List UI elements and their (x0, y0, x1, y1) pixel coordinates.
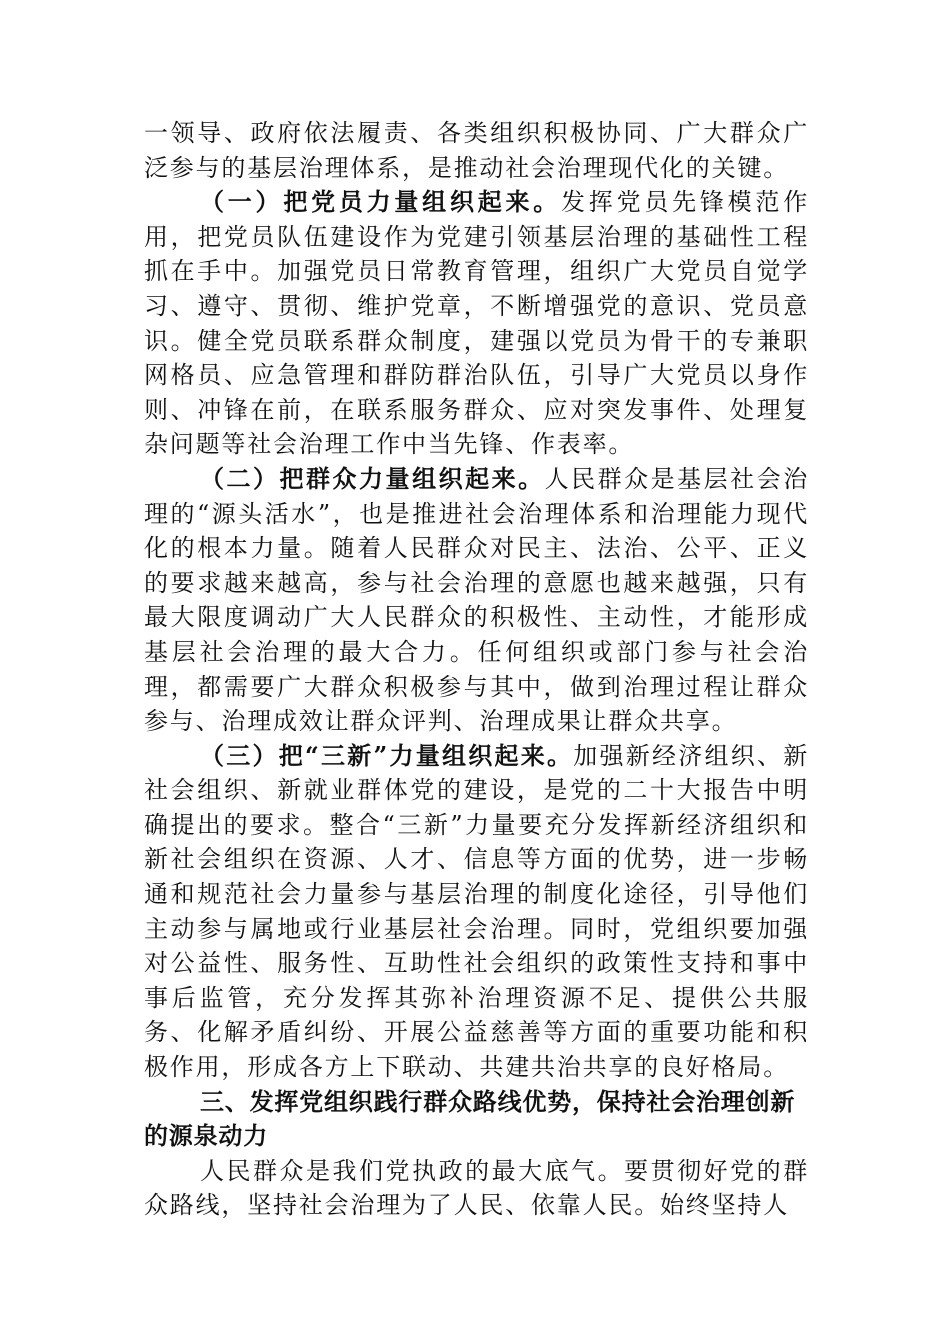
paragraph-text: 人民群众是基层社会治理的“源头活水”，也是推进社会治理体系和治理能力现代化的根本力量。随着人民群众对民主、法治、公平、正义的要求越来越高，参与社会治理的意愿也越来越强，只有最大限度调动广大人民群众的积极性、主动性，才能形成基层社会治理的最大合力。任何组织或部门参与社会治理，都需要广大群众积极参与其中，做到治理过程让群众参与、治理成效让群众评判、治理成果让群众共享。 (144, 464, 810, 736)
paragraph-lead: （三）把“三新”力量组织起来。 (200, 740, 574, 770)
paragraph-section-intro (144, 1154, 809, 1223)
paragraph-party-members (144, 185, 809, 462)
paragraph-masses (144, 462, 809, 739)
paragraph-text: 加强新经济组织、新社会组织、新就业群体党的建设，是党的二十大报告中明确提出的要求。整合“三新”力量要充分发挥新经济组织和新社会组织在资源、人才、信息等方面的优势，进一步畅通和规范社会力量参与基层治理的制度化途径，引导他们主动参与属地或行业基层社会治理。同时，党组织要加强对公益性、服务性、互助性社会组织的政策性支持和事中事后监管，充分发挥其弥补治理资源不足、提供公共服务、化解矛盾纠纷、开展公益慈善等方面的重要功能和积极作用，形成各方上下联动、共建共治共享的良好格局。 (144, 741, 810, 1082)
paragraph-continuation (144, 116, 809, 185)
paragraph-three-new (144, 739, 809, 1085)
paragraph-lead: （二）把群众力量组织起来。 (200, 463, 545, 493)
paragraph-text: 一领导、政府依法履责、各类组织积极协同、广大群众广泛参与的基层治理体系，是推动社会治理现代化的关键。 (144, 119, 809, 182)
paragraph-text: 人民群众是我们党执政的最大底气。要贯彻好党的群众路线，坚持社会治理为了人民、依靠人民。始终坚持人 (144, 1156, 809, 1220)
section-heading: 三、发挥党组织践行群众路线优势，保持社会治理创新的源泉动力 (144, 1087, 796, 1151)
paragraph-text: 发挥党员先锋模范作用，把党员队伍建设作为党建引领基层治理的基础性工程抓在手中。加强党员日常教育管理，组织广大党员自觉学习、遵守、贯彻、维护党章，不断增强党的意识、党员意识。健全党员联系群众制度，建强以党员为骨干的专兼职网格员、应急管理和群防群治队伍，引导广大党员以身作则、冲锋在前，在联系服务群众、应对突发事件、处理复杂问题等社会治理工作中当先锋、作表率。 (144, 188, 809, 459)
paragraph-lead: （一）把党员力量组织起来。 (200, 187, 562, 217)
document-body (144, 116, 809, 1223)
